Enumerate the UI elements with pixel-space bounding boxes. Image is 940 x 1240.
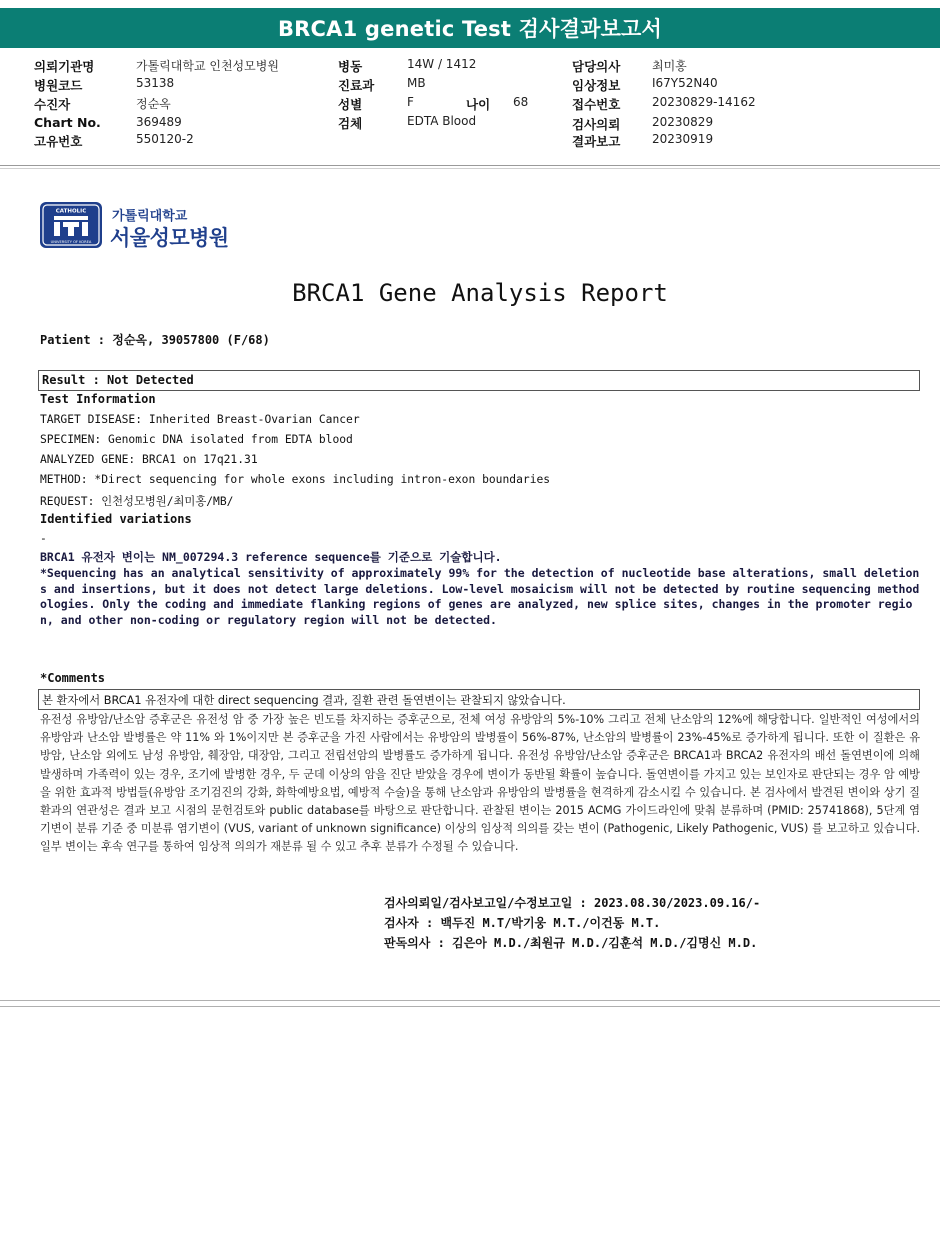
logo-hospital-name: 서울성모병원 [110,226,229,250]
info-value-unique-no: 550120-2 [136,132,194,146]
emblem-bottom-text: UNIVERSITY OF KOREA [50,240,92,244]
info-value-age: 68 [513,95,529,109]
footer-divider [0,1000,940,1001]
info-label-chart-no: Chart No. [34,115,101,130]
info-label-department: 진료과 [338,78,375,93]
info-label-specimen: 검체 [338,116,363,131]
info-value-specimen: EDTA Blood [407,114,477,128]
info-value-sex: F [407,95,414,109]
info-value-accession-no: 20230829-14162 [652,95,756,109]
info-label-sex: 성별 [338,97,363,112]
info-value-patient: 정순옥 [136,97,171,111]
info-label-ward: 병동 [338,59,363,74]
analyzed-gene: ANALYZED GENE: BRCA1 on 17q21.31 [40,453,258,466]
report-title-bar: BRCA1 genetic Test 검사결과보고서 [0,8,940,48]
signature-testers: 검사자 : 백두진 M.T/박기웅 M.T./이건동 M.T. [384,916,661,930]
info-value-department: MB [407,76,426,90]
info-label-doctor: 담당의사 [572,59,621,74]
test-information-heading: Test Information [40,392,156,406]
info-value-report-date: 20230919 [652,132,714,146]
info-value-requesting-institution: 가톨릭대학교 인천성모병원 [136,59,279,73]
info-label-unique-no: 고유번호 [34,134,83,149]
info-label-requesting-institution: 의뢰기관명 [34,59,95,74]
result-box [38,370,920,391]
footer-divider-lower [0,1006,940,1007]
target-disease: TARGET DISEASE: Inherited Breast-Ovarian Cancer [40,413,360,426]
info-value-request-date: 20230829 [652,115,714,129]
info-label-age: 나이 [466,97,491,112]
hospital-emblem-icon [40,202,102,248]
patient-line: Patient : 정순옥, 39057800 (F/68) [40,333,270,347]
identified-variations-heading: Identified variations [40,512,192,526]
specimen-line: SPECIMEN: Genomic DNA isolated from EDTA blood [40,433,353,446]
result-text: Result : Not Detected [42,373,194,387]
info-label-clinical-info: 임상정보 [572,78,621,93]
comments-heading: *Comments [40,671,106,685]
reference-sequence-note: BRCA1 유전자 변이는 NM_007294.3 reference sequence를 기준으로 기술합니다. [40,550,502,564]
identified-variations-value: - [40,532,47,545]
request-line: REQUEST: 인천성모병원/최미홍/MB/ [40,495,234,508]
signature-dates: 검사의뢰일/검사보고일/수정보고일 : 2023.08.30/2023.09.16/- [384,896,761,910]
info-label-request-date: 검사의뢰 [572,117,621,132]
comment-summary-text: 본 환자에서 BRCA1 유전자에 대한 direct sequencing 결과, 질환 관련 돌연변이는 관찰되지 않았습니다. [42,694,566,707]
comment-summary-box [38,689,920,710]
patient-info-header [0,52,940,164]
header-divider [0,165,940,166]
sensitivity-note: *Sequencing has an analytical sensitivity of approximately 99% for the detection of nucleotide base alterations, small deletions and insertions, but it does not detect large deletions. Low-level mosaicism will not be detected by routine sequencing methodologies. Only the coding and immediate flanking regions of genes are analyzed, new splice sites, changes in the promoter region, and other non-coding or regulatory region will not be detected. [40,566,920,627]
info-value-clinical-info: I67Y52N40 [652,76,718,90]
info-value-chart-no: 369489 [136,115,182,129]
info-label-report-date: 결과보고 [572,134,621,149]
info-value-hospital-code: 53138 [136,76,175,90]
comment-body-paragraph: 유전성 유방암/난소암 증후군은 유전성 암 중 가장 높은 빈도를 차지하는 증후군으로, 전체 여성 유방암의 5%-10% 그리고 전체 난소암의 12%에 해당합니다. 일반적인 여성에서의 유방암과 난소암 발병률은 약 11% 와 1%이지만 본 증후군을 가진 사람에서는 유방암의 발병률이 56%-87%, 난소암의 발병률이 23%-45%로 증가하게 됩니다. 또한 이 질환은 유방암, 난소암 외에도 남성 유방암, 췌장암, 대장암, 그리고 전립선암의 발병률도 증가하게 됩니다. 유전성 유방암/난소암 증후군은 BRCA1과 BRCA2 유전자의 배선 돌연변이에 의해 발생하며 가족력이 있는 경우, 조기에 발병한 경우, 두 군데 이상의 암을 진단 받았을 경우에 변이가 동반될 확률이 높습니다. 돌연변이를 가지고 있는 보인자로 판단되는 경우 암 예방을 위한 효과적 방법들(유방암 조기검진의 강화, 화학예방요법, 예방적 수술)을 통해 난소암과 유방암의 발병률을 현격하게 감소시킬 수 있습니다. 본 검사에서 발견된 변이와 상기 질환과의 연관성은 결과 보고 시점의 문헌검토와 public database를 바탕으로 판단합니다. 관찰된 변이는 2015 ACMG 가이드라인에 맞춰 분류하며 (PMID: 25741868), 5단계 염기변이 분류 기준 중 미분류 염기변이 (VUS, variant of unknown significance) 이상의 임상적 의의를 갖는 변이 (Pathogenic, Likely Pathogenic, VUS) 를 보고하고 있습니다. 일부 변이는 후속 연구를 통하여 임상적 의의가 재분류 될 수 있고 추후 분류가 수정될 수 있습니다. [40,713,920,854]
info-label-hospital-code: 병원코드 [34,78,83,93]
header-divider-light [0,168,940,169]
logo-university-name: 가톨릭대학교 [112,209,188,224]
info-label-accession-no: 접수번호 [572,97,621,112]
info-label-patient: 수진자 [34,97,71,112]
info-value-doctor: 최미홍 [652,59,687,73]
report-main-title: BRCA1 Gene Analysis Report [292,279,668,307]
emblem-top-text: CATHOLIC [55,208,87,215]
info-value-ward: 14W / 1412 [407,57,477,71]
signature-readers: 판독의사 : 김은아 M.D./최원규 M.D./김훈석 M.D./김명신 M.D. [384,936,758,950]
method-line: METHOD: *Direct sequencing for whole exons including intron-exon boundaries [40,473,551,486]
